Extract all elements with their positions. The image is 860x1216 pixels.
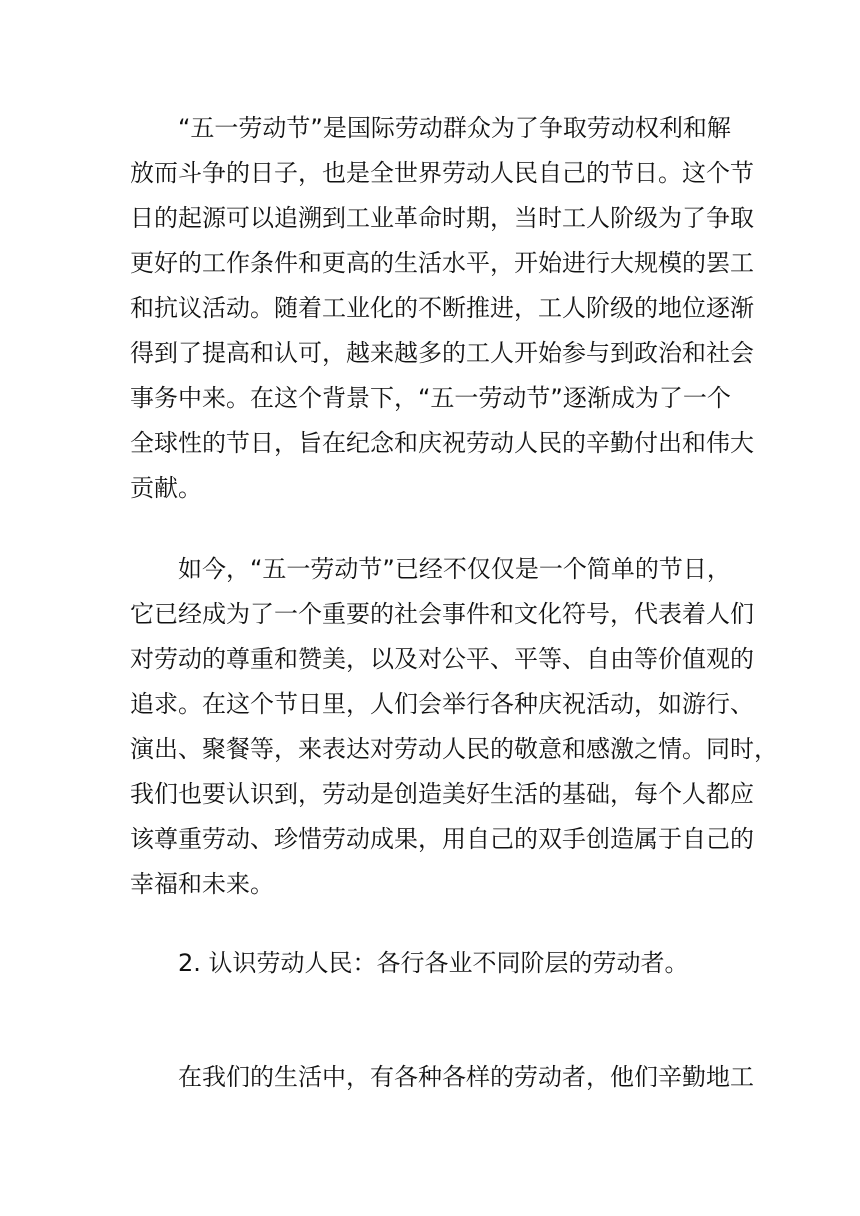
text-line: 演出、聚餐等，来表达对劳动人民的敬意和感激之情。同时，: [130, 735, 778, 763]
text-line: 全球性的节日，旨在纪念和庆祝劳动人民的辛勤付出和伟大: [130, 429, 754, 457]
paragraph-labor-day-origin: [130, 106, 754, 511]
paragraph-various-workers: [130, 1055, 754, 1100]
text-line: 该尊重劳动、珍惜劳动成果，用自己的双手创造属于自己的: [130, 825, 754, 853]
text-line: 放而斗争的日子，也是全世界劳动人民自己的节日。这个节: [130, 159, 754, 187]
heading-line: 2. 认识劳动人民：各行各业不同阶层的劳动者。: [178, 949, 689, 977]
text-line: 追求。在这个节日里，人们会举行各种庆祝活动，如游行、: [130, 690, 754, 718]
text-line: 和抗议活动。随着工业化的不断推进，工人阶级的地位逐渐: [130, 294, 754, 322]
text-line: 事务中来。在这个背景下，“五一劳动节”逐渐成为了一个: [130, 384, 731, 412]
text-line: 我们也要认识到，劳动是创造美好生活的基础，每个人都应: [130, 780, 754, 808]
text-line: 它已经成为了一个重要的社会事件和文化符号，代表着人们: [130, 600, 754, 628]
text-line: 得到了提高和认可，越来越多的工人开始参与到政治和社会: [130, 339, 754, 367]
text-line: 更好的工作条件和更高的生活水平，开始进行大规模的罢工: [130, 249, 754, 277]
text-line: 贡献。: [130, 474, 202, 502]
text-line: “五一劳动节”是国际劳动群众为了争取劳动权利和解: [178, 114, 731, 142]
text-line: 日的起源可以追溯到工业革命时期，当时工人阶级为了争取: [130, 204, 754, 232]
paragraph-labor-day-today: [130, 547, 778, 907]
text-line: 幸福和未来。: [130, 870, 274, 898]
text-line: 如今，“五一劳动节”已经不仅仅是一个简单的节日，: [178, 555, 731, 583]
text-line: 在我们的生活中，有各种各样的劳动者，他们辛勤地工: [178, 1063, 754, 1091]
section-heading-know-workers: [130, 941, 730, 986]
text-line: 对劳动的尊重和赞美，以及对公平、平等、自由等价值观的: [130, 645, 754, 673]
